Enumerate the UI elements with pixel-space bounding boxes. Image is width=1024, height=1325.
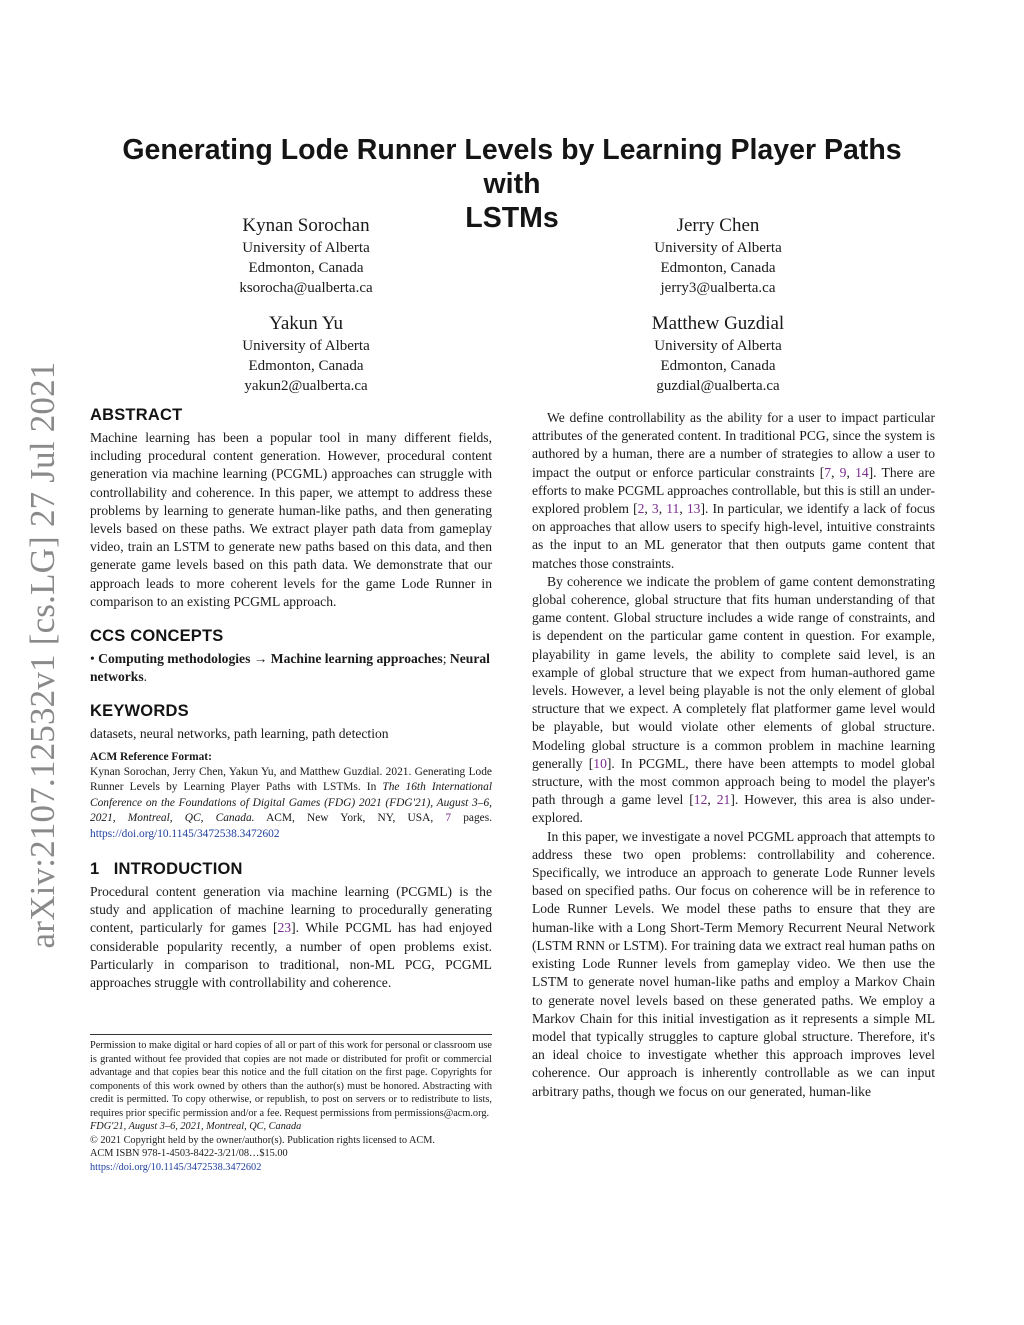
- author-name: Yakun Yu: [269, 313, 343, 334]
- citation-link[interactable]: 2: [637, 501, 645, 517]
- author-location: Edmonton, Canada: [660, 260, 776, 276]
- citation-link[interactable]: 9: [839, 464, 847, 480]
- author-affiliation: University of Alberta: [654, 338, 782, 354]
- ccs-sep: ;: [442, 651, 447, 667]
- arxiv-stamp-text: arXiv:2107.12532v1 [cs.LG] 27 Jul 2021: [23, 361, 62, 949]
- citation-link[interactable]: 21: [716, 792, 731, 808]
- intro-heading-text: INTRODUCTION: [113, 860, 243, 879]
- author-block-1: [156, 214, 456, 298]
- author-email: guzdial@ualberta.ca: [656, 378, 780, 394]
- right-column: [532, 409, 935, 1101]
- author-affiliation: University of Alberta: [242, 338, 370, 354]
- citation-link[interactable]: 13: [686, 501, 701, 517]
- permission-copyright: © 2021 Copyright held by the owner/author(s). Publication rights licensed to ACM.: [90, 1134, 436, 1146]
- text: By coherence we indicate the problem of game content demonstrating global coherence, global structure that fits human understanding of that game content. Global structure includes a wide range of constraints, and is dependent on the particular game content in question. For example, playability in game levels, the ability to complete said level, is an example of global structure that we expect from human-authored game levels. However, a level being playable is not the only element of global structure that we expect. A completely flat platformer game level would be playable, but would violate other elements of global structure. Modeling global structure is a common problem in machine learning generally [: [532, 573, 935, 771]
- author-block-4: [568, 312, 868, 396]
- author-location: Edmonton, Canada: [660, 358, 776, 374]
- citation-link[interactable]: 10: [593, 755, 607, 771]
- left-column: [90, 406, 492, 992]
- ccs-heading: CCS CONCEPTS: [90, 627, 224, 646]
- keywords-text: datasets, neural networks, path learning, path detection: [90, 726, 389, 742]
- intro-text-b: ]. While PCGML has had enjoyed considerable popularity recently, a number of open problems exist. Particularly in comparison to traditional, non-ML PCG, PCGML approaches struggle with controllability and coherence.: [90, 920, 493, 991]
- citation-link[interactable]: 11: [666, 501, 680, 517]
- citation-link[interactable]: 7: [824, 464, 832, 480]
- text: ]. In PCGML, there have been attempts to model global structure, with the most common approach being to model the player's path through a game level [: [532, 755, 935, 808]
- abstract-text: Machine learning has been a popular tool in many different fields, including procedural content generation. However, procedural content generation via machine learning (PCGML) approaches can struggle with controllability and coherence. In this paper, we attempt to address these problems by learning to generate human-like paths, and then generating levels based on these paths. We extract player path data from gameplay video, train an LSTM to generate new paths based on this data, and then generate game levels based on this path data. We demonstrate that our approach leads to more coherent levels for the game Lode Runner in comparison to an existing PCGML approach.: [90, 430, 492, 609]
- author-email: yakun2@ualberta.ca: [244, 378, 368, 394]
- text: ]. However, this area is also under-explored.: [532, 792, 935, 826]
- author-name: Jerry Chen: [676, 215, 760, 236]
- intro-heading-number: 1: [90, 860, 100, 879]
- ccs-end: .: [143, 669, 148, 685]
- citation-link[interactable]: 3: [651, 501, 659, 517]
- permission-doi-link[interactable]: https://doi.org/10.1145/3472538.3472602: [90, 1161, 262, 1173]
- permission-isbn: ACM ISBN 978-1-4503-8422-3/21/08…$15.00: [90, 1148, 288, 1159]
- title-line-1: Generating Lode Runner Levels by Learning Player Paths with: [122, 134, 902, 200]
- intro-heading: [90, 860, 492, 879]
- right-paragraph-3: In this paper, we investigate a novel PCGML approach that attempts to address these two open problems: controllability and coherence. Specifically, we introduce an approach to generate Lode Runner levels based on specified paths. Our focus on coherence will be in reference to Lode Runner Levels. We model these paths to ensure that they are human-like with a Long Short-Term Memory Recurrent Neural Network (LSTM RNN or LSTM). For training data we extract real human paths on existing Lode Runner levels from gameplay video. We then use the LSTM to generate novel human-like paths and employ a Markov Chain to generate novel levels based on these generated paths. We employ a Markov Chain for this initial investigation as it represents a simple ML model that typically struggles to capture global structure. Therefore, it's an ideal choice to investigate whether this approach improves level coherence. Our approach is inherently controllable as we can input arbitrary paths, though we focus on our generated, human-like: [532, 828, 935, 1099]
- text: ]. In particular, we identify a lack of focus on approaches that allow users to specify high-level, intuitive constraints as the input to an ML generator that then outputs game content that matches those constraints.: [532, 501, 936, 571]
- right-paragraph-2: By coherence we indicate the problem of game content demonstrating global coherence, global structure that fits human understanding of that game content. Global structure includes a wide range of constraints, and is dependent on the particular game content in question. For example, playability in game levels, the ability to complete said level, is an example of global structure that we expect from human-authored game levels. However, a level being playable is not the only element of global structure that we expect. A completely flat platformer game level would be playable, but would violate other elements of global structure. Modeling global structure is a common problem in machine learning generally [10]. In PCGML, there have been attempts to model global structure, with the most common approach being to model the player's path through a game level [12, 21]. However, this area is also under-explored.: [532, 573, 935, 826]
- acm-ref-text: [90, 765, 492, 842]
- author-name: Kynan Sorochan: [242, 215, 370, 236]
- acm-ref-pages-link[interactable]: 7: [445, 812, 452, 825]
- author-block-2: [568, 214, 868, 298]
- intro-text-a: Procedural content generation via machine learning (PCGML) is the study and application of machine learning to procedurally generating content, particularly for games [: [90, 884, 492, 936]
- intro-paragraph: [90, 883, 492, 992]
- acm-ref-doi-link[interactable]: https://doi.org/10.1145/3472538.3472602: [90, 827, 280, 840]
- ccs-concepts: [90, 650, 492, 686]
- author-affiliation: University of Alberta: [654, 240, 782, 256]
- citation-link[interactable]: 14: [855, 464, 869, 480]
- author-location: Edmonton, Canada: [248, 260, 364, 276]
- ccs-concept-2: Machine learning approaches: [270, 651, 443, 667]
- permission-venue: FDG'21, August 3–6, 2021, Montreal, QC, Canada: [90, 1121, 302, 1132]
- author-email: ksorocha@ualberta.ca: [239, 280, 373, 296]
- permission-text: Permission to make digital or hard copies of all or part of this work for personal or classroom use is granted without fee provided that copies are not made or distributed for profit or commercial advantage and that copies bear this notice and the full citation on the first page. Copyrights for components of this work owned by others than the author(s) must be honored. Abstracting with credit is permitted. To copy otherwise, or republish, to post on servers or to redistribute to lists, requires prior specific permission and/or a fee. Request permissions from permissions@acm.org.: [90, 1040, 492, 1119]
- acm-ref-heading: ACM Reference Format:: [90, 750, 212, 763]
- acm-ref-text-b: ACM, New York, NY, USA,: [254, 812, 446, 825]
- author-affiliation: University of Alberta: [242, 240, 370, 256]
- acm-ref-venue: The 16th International Conference on the Foundations of Digital Games (FDG) 2021 (FDG'21), August 3–6, 2021, Montreal, QC, Canada.: [90, 781, 492, 825]
- keywords-heading: KEYWORDS: [90, 702, 189, 721]
- ccs-concept-1: Computing methodologies: [98, 651, 251, 667]
- acm-ref-pages-word: pages.: [451, 812, 492, 825]
- citation-link[interactable]: 12: [693, 792, 708, 808]
- author-email: jerry3@ualberta.ca: [660, 280, 776, 296]
- author-name: Matthew Guzdial: [651, 313, 785, 334]
- permission-block: [90, 1039, 492, 1174]
- ccs-arrow: →: [253, 651, 268, 667]
- ccs-bullet: •: [90, 651, 95, 667]
- abstract-heading: ABSTRACT: [90, 406, 183, 424]
- right-paragraph-1: We define controllability as the ability for a user to impact particular attributes of the generated content. In traditional PCG, since the system is authored by a human, there are a number of strategies to allow a user to impact the output or enforce particular constraints [7, 9, 14]. There are efforts to make PCGML approaches controllable, but this is still an under-explored problem [2, 3, 11, 13]. In particular, we identify a lack of focus on approaches that allow users to specify high-level, intuitive constraints as the input to an ML generator that then outputs game content that matches those constraints.: [532, 410, 936, 571]
- citation-link[interactable]: 23: [277, 920, 292, 936]
- footnote-divider: [90, 1034, 492, 1035]
- author-location: Edmonton, Canada: [248, 358, 364, 374]
- ccs-concept-3: Neural networks: [90, 651, 490, 685]
- text: We define controllability as the ability for a user to impact particular attributes of the generated content. In traditional PCG, since the system is authored by a human, there are a number of strategies to allow a user to impact the output or enforce particular constraints [: [532, 410, 935, 480]
- text: ]. There are efforts to make PCGML approaches controllable, but this is still an under-explored problem [: [532, 464, 936, 517]
- title-line-2: LSTMs: [465, 202, 559, 234]
- author-block-3: [156, 312, 456, 396]
- acm-ref-text-a: Kynan Sorochan, Jerry Chen, Yakun Yu, and Matthew Guzdial. 2021. Generating Lode Runner Levels by Learning Player Paths with LSTMs. In: [90, 766, 492, 794]
